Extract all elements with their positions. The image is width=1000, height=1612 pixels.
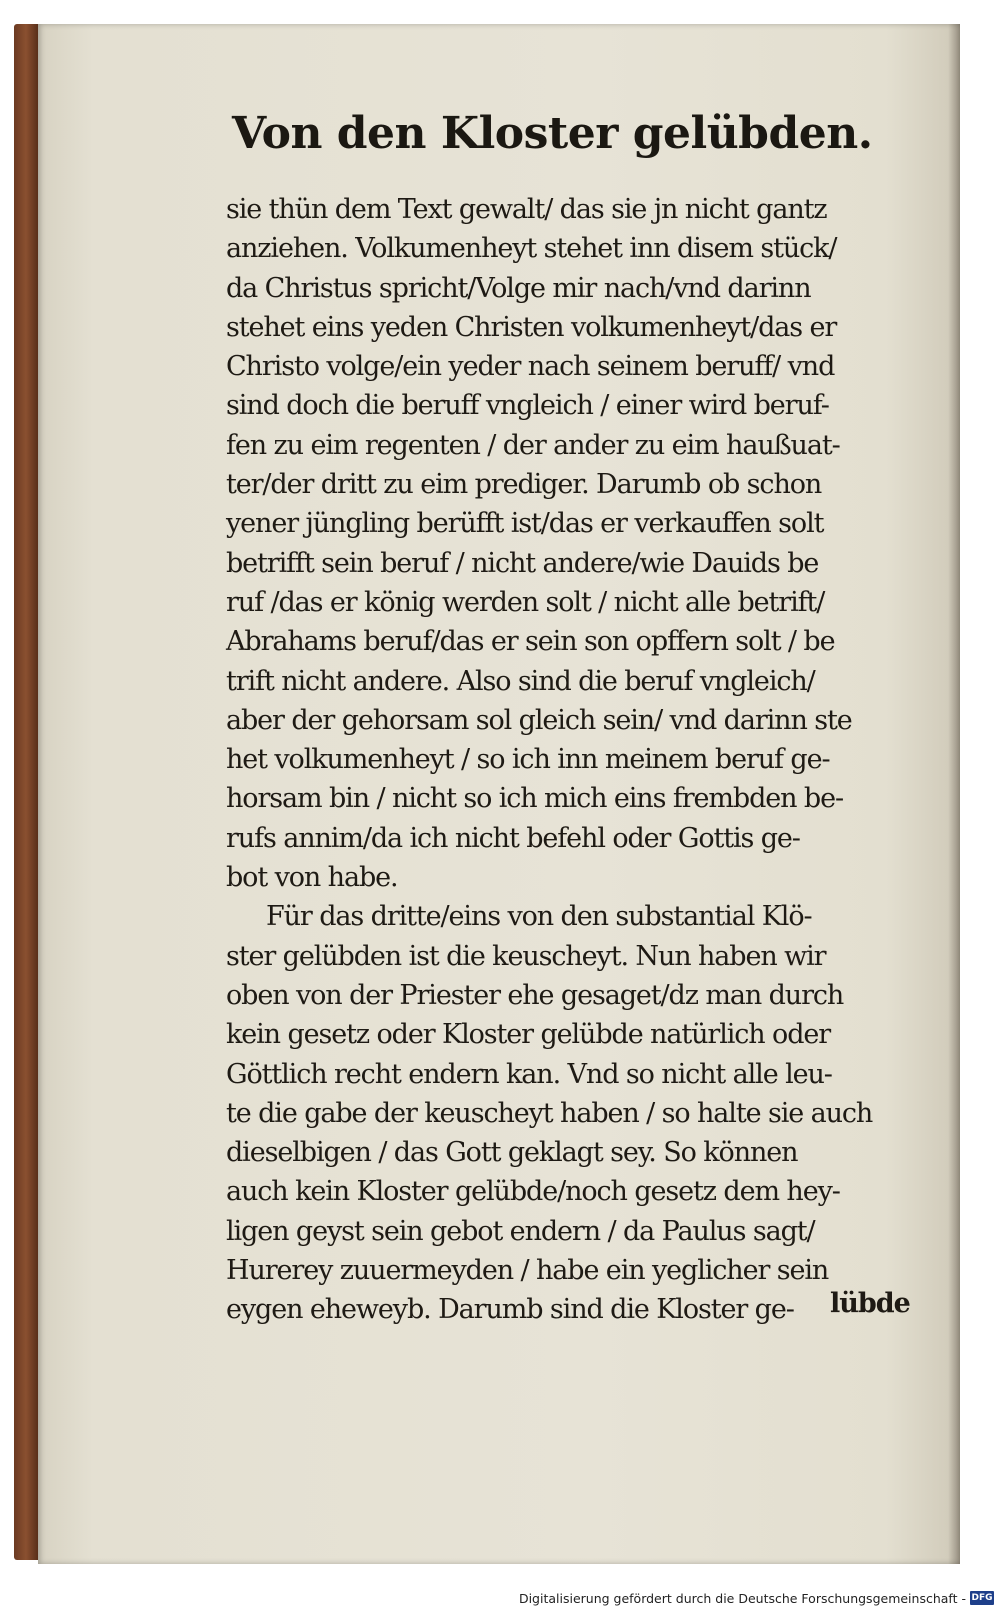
- text-line: auch kein Kloster gelübde/noch gesetz dem hey-: [226, 1176, 840, 1208]
- text-line: horsam bin / nicht so ich mich eins frembden be-: [226, 783, 844, 815]
- text-line: Hurerey zuuermeyden / habe ein yeglicher sein: [226, 1255, 829, 1287]
- text-line: dieselbigen / das Gott geklagt sey. So können: [226, 1137, 798, 1169]
- text-line: trift nicht andere. Also sind die beruf vngleich/: [226, 665, 815, 697]
- text-line: yener jüngling berüfft ist/das er verkauffen solt: [226, 508, 824, 540]
- text-line: fen zu eim regenten / der ander zu eim haußuat-: [226, 429, 840, 461]
- text-line: bot von habe.: [226, 862, 398, 894]
- text-line: oben von der Priester ehe gesaget/dz man durch: [226, 979, 844, 1011]
- text-line: ligen geyst sein gebot endern / da Paulus sagt/: [226, 1215, 815, 1247]
- text-line: betrifft sein beruf / nicht andere/wie Dauids be: [226, 547, 819, 579]
- body-text: [226, 190, 916, 1330]
- text-line: Christo volge/ein yeder nach seinem beruff/ vnd: [226, 351, 835, 383]
- text-line: anziehen. Volkumenheyt stehet inn disem stück/: [226, 233, 837, 265]
- text-line: ter/der dritt zu eim prediger. Darumb ob schon: [226, 469, 822, 501]
- footer-credit: Digitalisierung gefördert durch die Deutsche Forschungsgemeinschaft -: [518, 1591, 966, 1606]
- text-line: ster gelübden ist die keuscheyt. Nun haben wir: [226, 940, 826, 972]
- text-line: stehet eins yeden Christen volkumenheyt/das er: [226, 311, 837, 343]
- catchword: lübde: [830, 1288, 910, 1319]
- text-line: aber der gehorsam sol gleich sein/ vnd darinn ste: [226, 704, 852, 736]
- page-title: Von den Kloster gelübden.: [232, 108, 873, 159]
- text-line: ruf /das er könig werden solt / nicht alle betrift/: [226, 586, 825, 618]
- text-line: Göttlich recht endern kan. Vnd so nicht alle leu-: [226, 1058, 832, 1090]
- text-line: kein gesetz oder Kloster gelübde natürlich oder: [226, 1019, 831, 1051]
- text-line: sie thün dem Text gewalt/ das sie jn nicht gantz: [226, 194, 827, 225]
- text-line: eygen eheweyb. Darumb sind die Kloster ge-: [226, 1294, 794, 1326]
- text-line: sind doch die beruff vngleich / einer wird beruf-: [226, 390, 829, 422]
- page-gutter-shadow: [948, 24, 960, 1564]
- text-line-paragraph-start: Für das dritte/eins von den substantial Klö-: [266, 901, 812, 933]
- text-line: rufs annim/da ich nicht befehl oder Gottis ge-: [226, 822, 800, 854]
- text-line: te die gabe der keuscheyt haben / so halte sie auch: [226, 1097, 873, 1129]
- footer: [0, 1588, 1000, 1612]
- text-line: da Christus spricht/Volge mir nach/vnd darinn: [226, 272, 811, 304]
- text-line: het volkumenheyt / so ich inn meinem beruf ge-: [226, 744, 830, 776]
- text-line: Abrahams beruf/das er sein son opffern solt / be: [226, 626, 835, 658]
- dfg-logo: DFG: [971, 1593, 993, 1603]
